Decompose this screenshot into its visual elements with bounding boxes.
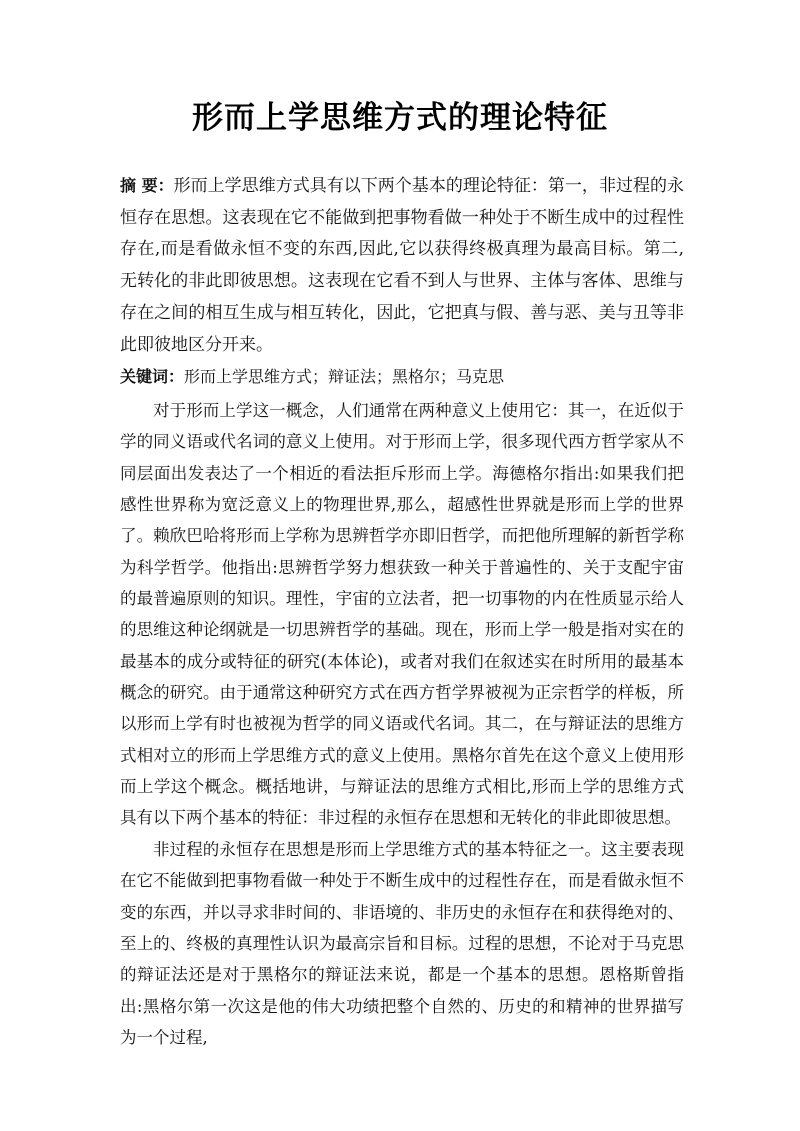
page-title: 形而上学思维方式的理论特征 — [192, 100, 608, 136]
keywords-label: 关键词： — [120, 367, 185, 386]
keywords-section — [120, 362, 684, 392]
body-paragraph: 非过程的永恒存在思想是形而上学思维方式的基本特征之一。这主要表现在它不能做到把事物看做一种处于不断生成中的过程性存在，而是看做永恒不变的东西，并以寻求非时间的、非语境的、非历史的永恒存在和获得绝对的、至上的、终极的真理性认识为最高宗旨和目标。过程的思想，不论对于马克思的辩证法还是对于黑格尔的辩证法来说，都是一个基本的思想。恩格斯曾指出:黑格尔第一次这是他的伟大功绩把整个自然的、历史的和精神的世界描写为一个过程, — [120, 839, 684, 1047]
abstract-label: 摘 要： — [120, 176, 174, 195]
body-text — [120, 395, 684, 1053]
body-paragraph: 对于形而上学这一概念，人们通常在两种意义上使用它：其一，在近似于学的同义语或代名词的意义上使用。对于形而上学，很多现代西方哲学家从不同层面出发表达了一个相近的看法拒斥形而上学。海德格尔指出:如果我们把感性世界称为宽泛意义上的物理世界,那么，超感性世界就是形而上学的世界了。赖欣巴哈将形而上学称为思辨哲学亦即旧哲学，而把他所理解的新哲学称为科学哲学。他指出:思辨哲学努力想获致一种关于普遍性的、关于支配宇宙的最普遍原则的知识。理性，宇宙的立法者，把一切事物的内在性质显示给人的思维这种论纲就是一切思辨哲学的基础。现在，形而上学一般是指对实在的最基本的成分或特征的研究(本体论)，或者对我们在叙述实在时所用的最基本概念的研究。由于通常这种研究方式在西方哲学界被视为正宗哲学的样板，所以形而上学有时也被视为哲学的同义语或代名词。其二，在与辩证法的思维方式相对立的形而上学思维方式的意义上使用。黑格尔首先在这个意义上使用形而上学这个概念。概括地讲，与辩证法的思维方式相比,形而上学的思维方式具有以下两个基本的特征：非过程的永恒存在思想和无转化的非此即彼思想。 — [120, 401, 684, 828]
abstract-text: 形而上学思维方式具有以下两个基本的理论特征：第一，非过程的永恒存在思想。这表现在它不能做到把事物看做一种处于不断生成中的过程性存在,而是看做永恒不变的东西,因此,它以获得终极真理为最高目标。第二,无转化的非此即彼思想。这表现在它看不到人与世界、主体与客体、思维与存在之间的相互生成与相互转化，因此，它把真与假、善与恶、美与丑等非此即彼地区分开来。 — [120, 176, 684, 355]
keywords-text: 形而上学思维方式；辩证法；黑格尔；马克思 — [184, 367, 505, 386]
abstract-section — [120, 170, 684, 361]
